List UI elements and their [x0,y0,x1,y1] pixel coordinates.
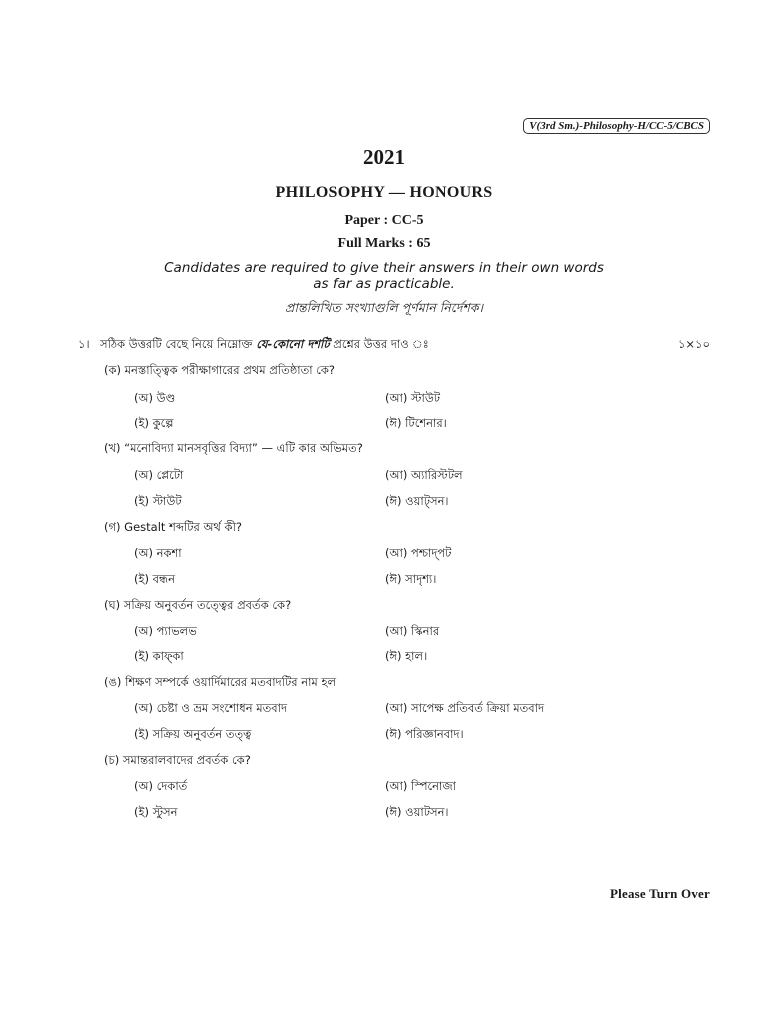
option: (অ) চেষ্টা ও ভ্রম সংশোধন মতবাদ [134,701,288,715]
question-text-end: প্রশ্নের উত্তর দাও ঃ [329,337,429,351]
subject-title: PHILOSOPHY — HONOURS [275,184,493,201]
marks-allocation: ১×১০ [677,337,710,351]
question-number: ১। [78,337,90,351]
subquestion-label: (চ) সমান্তরালবাদের প্রবর্তক কে? [104,753,251,767]
option: (ঈ) ওয়াটসন। [385,805,449,819]
question-text [100,336,429,355]
please-turn-over: Please Turn Over [610,886,710,901]
instructions-line-2: as far as practicable. [313,276,455,292]
option: (ঈ) সাদৃশ্য। [385,572,437,586]
option: (অ) উণ্ড [134,391,176,405]
option: (ঈ) ওয়াট্‌সন। [385,494,449,508]
option: (আ) সাপেক্ষ প্রতিবর্ত ক্রিয়া মতবাদ [385,701,545,715]
subquestion-label: (গ) Gestalt শব্দটির অর্থ কী? [104,520,242,534]
paper-code-label: V(3rd Sm.)-Philosophy-H/CC-5/CBCS [523,118,710,134]
exam-year: 2021 [363,145,405,169]
paper-code: Paper : CC-5 [344,213,424,228]
option: (অ) নকশা [134,546,182,560]
option: (আ) স্টাউট [385,391,441,405]
option: (ই) স্টাউট [134,494,182,508]
subquestion-label: (খ) “মনোবিদ্যা মানসবৃত্তির বিদ্যা” — এটি কার অভিমত? [104,441,363,455]
option: (ই) কুল্পে [134,416,174,430]
option: (আ) পশ্চাদ্‌পট [385,546,452,560]
option: (অ) দেকার্ত [134,779,188,793]
instructions [0,260,768,292]
option: (আ) স্পিনোজা [385,779,456,793]
option: (ঈ) টিশেনার। [385,416,447,430]
option: (ঈ) পরিজ্ঞানবাদ। [385,727,464,741]
subquestion-label: (ঙ) শিক্ষণ সম্পর্কে ওয়ার্দিমারের মতবাদটির নাম হল [104,675,337,689]
question-text-start: সঠিক উত্তরটি বেছে নিয়ে নিম্নোক্ত [100,337,257,351]
instructions-line-1: Candidates are required to give their answers in their own words [164,260,604,276]
option: (ই) কাফ্‌কা [134,649,184,663]
subquestion-label: (ঘ) সক্রিয় অনুবর্তন তত্ত্বের প্রবর্তক কে? [104,598,292,612]
option: (ঈ) হাল। [385,649,428,663]
option: (অ) প্লেটো [134,468,184,482]
marks-note: প্রান্তলিখিত সংখ্যাগুলি পূর্ণমান নির্দেশক। [285,300,483,315]
full-marks: Full Marks : 65 [337,236,431,251]
subquestion-label: (ক) মনস্তাত্ত্বিক পরীক্ষাগারের প্রথম প্রতিষ্ঠাতা কে? [104,363,336,377]
option: (আ) স্কিনার [385,624,440,638]
option: (ই) সক্রিয় অনুবর্তন তত্ত্ব [134,727,252,741]
question-text-emphasis: যে-কোনো দশটি [256,337,330,351]
option: (ই) বন্ধন [134,572,175,586]
option: (আ) অ্যারিস্টটল [385,468,463,482]
option: (অ) প্যাভলভ [134,624,197,638]
option: (ই) স্টুসন [134,805,178,819]
